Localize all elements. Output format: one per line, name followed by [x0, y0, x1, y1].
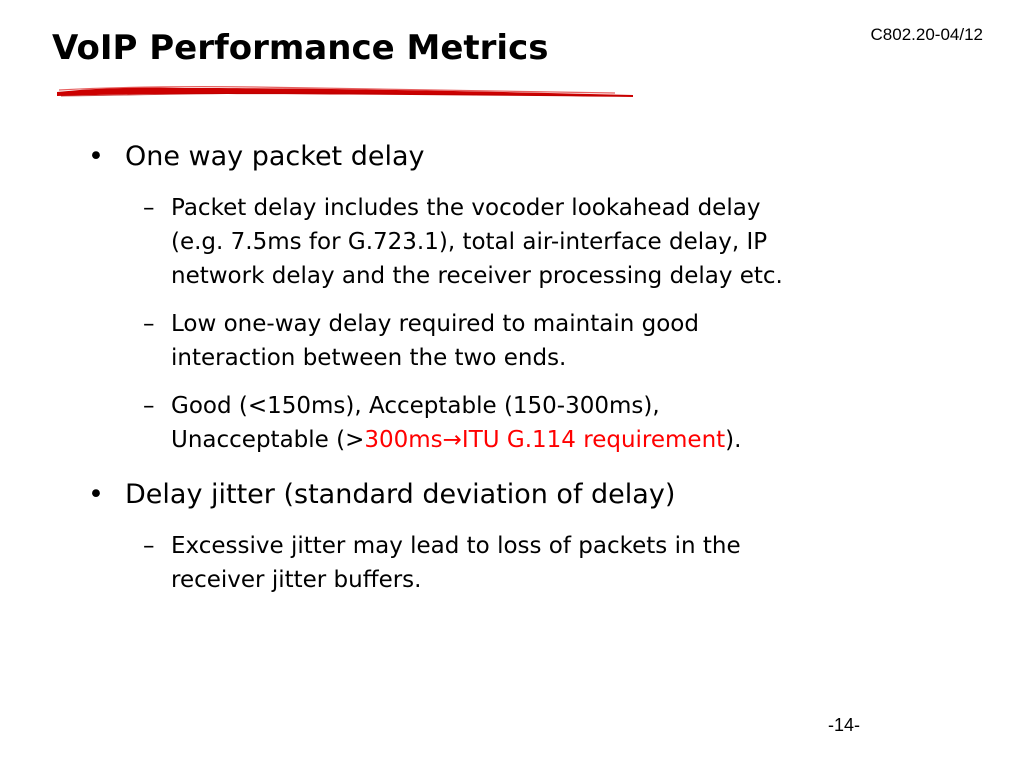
sub-bullet-item — [143, 529, 923, 597]
sub-bullet-text-line — [143, 423, 923, 457]
sub-bullet-item — [143, 389, 923, 457]
text-segment: ). — [725, 427, 742, 453]
bullet-text: One way packet delay — [125, 141, 425, 172]
bullet-text: Delay jitter (standard deviation of delay) — [125, 479, 676, 510]
sub-bullet-text-line: interaction between the two ends. — [171, 345, 567, 371]
sub-bullet-marker: – — [143, 393, 155, 419]
sub-bullet-marker: – — [143, 195, 155, 221]
bullet-marker: • — [88, 141, 104, 172]
title-underline-brushstroke — [55, 82, 635, 102]
sub-bullet-text-line: Packet delay includes the vocoder lookahead delay — [171, 195, 761, 221]
highlighted-requirement-text: 300ms→ITU G.114 requirement — [364, 427, 726, 453]
bullet-marker: • — [88, 479, 104, 510]
sub-bullet-text-line: receiver jitter buffers. — [171, 567, 422, 593]
sub-bullet-item — [143, 307, 923, 375]
text-segment: Unacceptable (> — [171, 427, 365, 453]
sub-bullet-text-line: Good (<150ms), Acceptable (150-300ms), — [171, 393, 660, 419]
document-id: C802.20-04/12 — [870, 25, 983, 44]
sub-bullet-text-line: (e.g. 7.5ms for G.723.1), total air-interface delay, IP — [171, 229, 768, 255]
sub-bullet-text-line: Excessive jitter may lead to loss of packets in the — [171, 533, 741, 559]
slide-title: VoIP Performance Metrics — [52, 28, 549, 68]
sub-bullet-marker: – — [143, 311, 155, 337]
sub-bullet-text-line: Low one-way delay required to maintain good — [171, 311, 699, 337]
sub-bullet-text-line: network delay and the receiver processing delay etc. — [171, 263, 783, 289]
page-number: -14- — [828, 715, 861, 735]
sub-bullet-marker: – — [143, 533, 155, 559]
sub-bullet-item — [143, 191, 923, 293]
